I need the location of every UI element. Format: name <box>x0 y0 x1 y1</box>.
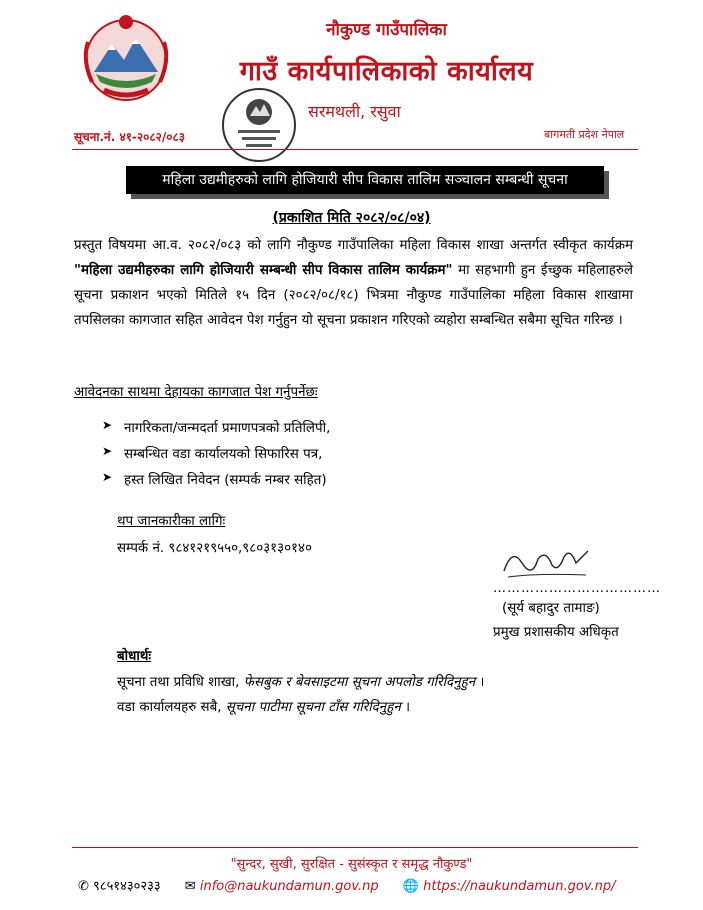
cc-recipient: वडा कार्यालयहरु सबै, <box>117 700 222 715</box>
phone-icon: ✆ <box>78 879 89 894</box>
footer-email[interactable] <box>185 879 379 894</box>
header-divider <box>72 149 638 150</box>
globe-icon: 🌐 <box>402 879 419 894</box>
footer-website[interactable] <box>403 879 616 894</box>
requirement-text: हस्त लिखित निवेदन (सम्पर्क नम्बर सहित) <box>124 473 327 488</box>
program-name: "महिला उद्यमीहरुका लागि होजियारी सम्बन्धी सीप विकास तालिम कार्यक्रम" <box>74 263 453 278</box>
signature-line: ……………………………… <box>493 581 661 596</box>
list-item <box>102 470 330 496</box>
province-label: बागमती प्रदेश नेपाल <box>544 128 625 141</box>
arrow-bullet-icon: ➤ <box>102 444 113 458</box>
website-link[interactable]: https://naukundamun.gov.np/ <box>423 879 616 894</box>
requirements-heading: आवेदनका साथमा देहायका कागजात पेश गर्नुपर्नेछः <box>74 385 318 400</box>
email-link[interactable]: info@naukundamun.gov.np <box>199 879 379 894</box>
footer-divider <box>72 847 638 848</box>
requirements-list <box>102 418 330 496</box>
office-name: नौकुण्ड गाउँपालिका <box>326 20 447 40</box>
notice-title-bar <box>126 166 604 194</box>
list-item <box>102 418 330 444</box>
notice-title: महिला उद्यमीहरुको लागि होजियारी सीप विकास तालिम सञ्चालन सम्बन्धी सूचना <box>162 172 568 188</box>
cc-instruction: सूचना पाटीमा सूचना टाँस गरिदिनुहुन <box>221 700 401 715</box>
signatory-title: प्रमुख प्रशासकीय अधिकृत <box>493 625 619 640</box>
signatory-name: (सूर्य बहादुर तामाङ) <box>502 601 600 616</box>
office-title: गाउँ कार्यपालिकाको कार्यालय <box>239 56 534 87</box>
notice-body <box>74 233 633 333</box>
notice-number: सूचना.नं. ४१-२०८२/०८३ <box>74 130 185 144</box>
body-text-part2: मा सहभागी हुन ईच्छुक महिलाहरुले सूचना प्रकाशन भएको मितिले १५ दिन (२०८२/०८/१८) भित्रमा नौकुण्ड गाउँपालिका महिला विकास शाखामा तपसिलका कागजात सहित आवेदन पेश गर्नुहुन यो सूचना प्रकाशन गरिएको व्यहोरा सम्बन्धित सबैमा सूचित गरिन्छ । <box>74 263 633 328</box>
cc-end: । <box>400 700 411 715</box>
cc-line-it-branch <box>117 672 485 690</box>
cc-line-ward-offices <box>117 697 410 715</box>
cc-heading: बोधार्थः <box>117 649 152 664</box>
body-text-part1: प्रस्तुत विषयमा आ.व. २०८२/०८३ को लागि नौकुण्ड गाउँपालिका महिला विकास शाखा अन्तर्गत स्वीकृत कार्यक्रम <box>74 238 633 253</box>
cc-recipient: सूचना तथा प्रविधि शाखा, <box>117 675 240 690</box>
footer-contacts <box>78 876 636 894</box>
requirement-text: नागरिकता/जन्मदर्ता प्रमाणपत्रको प्रतिलिपी, <box>124 421 331 436</box>
office-seal-stamp-icon <box>220 86 298 164</box>
slogan: "सुन्दर, सुखी, सुरक्षित - सुसंस्कृत र समृद्ध नौकुण्ड" <box>230 857 473 872</box>
mail-icon: ✉ <box>184 879 196 894</box>
footer-phone <box>78 876 161 894</box>
signature-icon <box>498 543 594 583</box>
published-date: (प्रकाशित मिति २०८२/०८/०४) <box>272 210 431 226</box>
phone-text: ९८५१४३०२३३ <box>93 879 161 894</box>
requirement-text: सम्बन्धित वडा कार्यालयको सिफारिस पत्र, <box>124 447 323 462</box>
info-label: थप जानकारीका लागिः <box>117 514 226 529</box>
arrow-bullet-icon: ➤ <box>102 418 113 432</box>
cc-end: । <box>475 675 485 690</box>
arrow-bullet-icon: ➤ <box>102 470 113 484</box>
cc-instruction: फेसबुक र बेवसाइटमा सूचना अपलोड गरिदिनुहुन <box>239 675 476 690</box>
office-address: सरमथली, रसुवा <box>308 102 401 121</box>
contact-numbers: सम्पर्क नं. ९८४१२१९५५०,९८०३१३०१४० <box>117 541 312 556</box>
list-item <box>102 444 330 470</box>
